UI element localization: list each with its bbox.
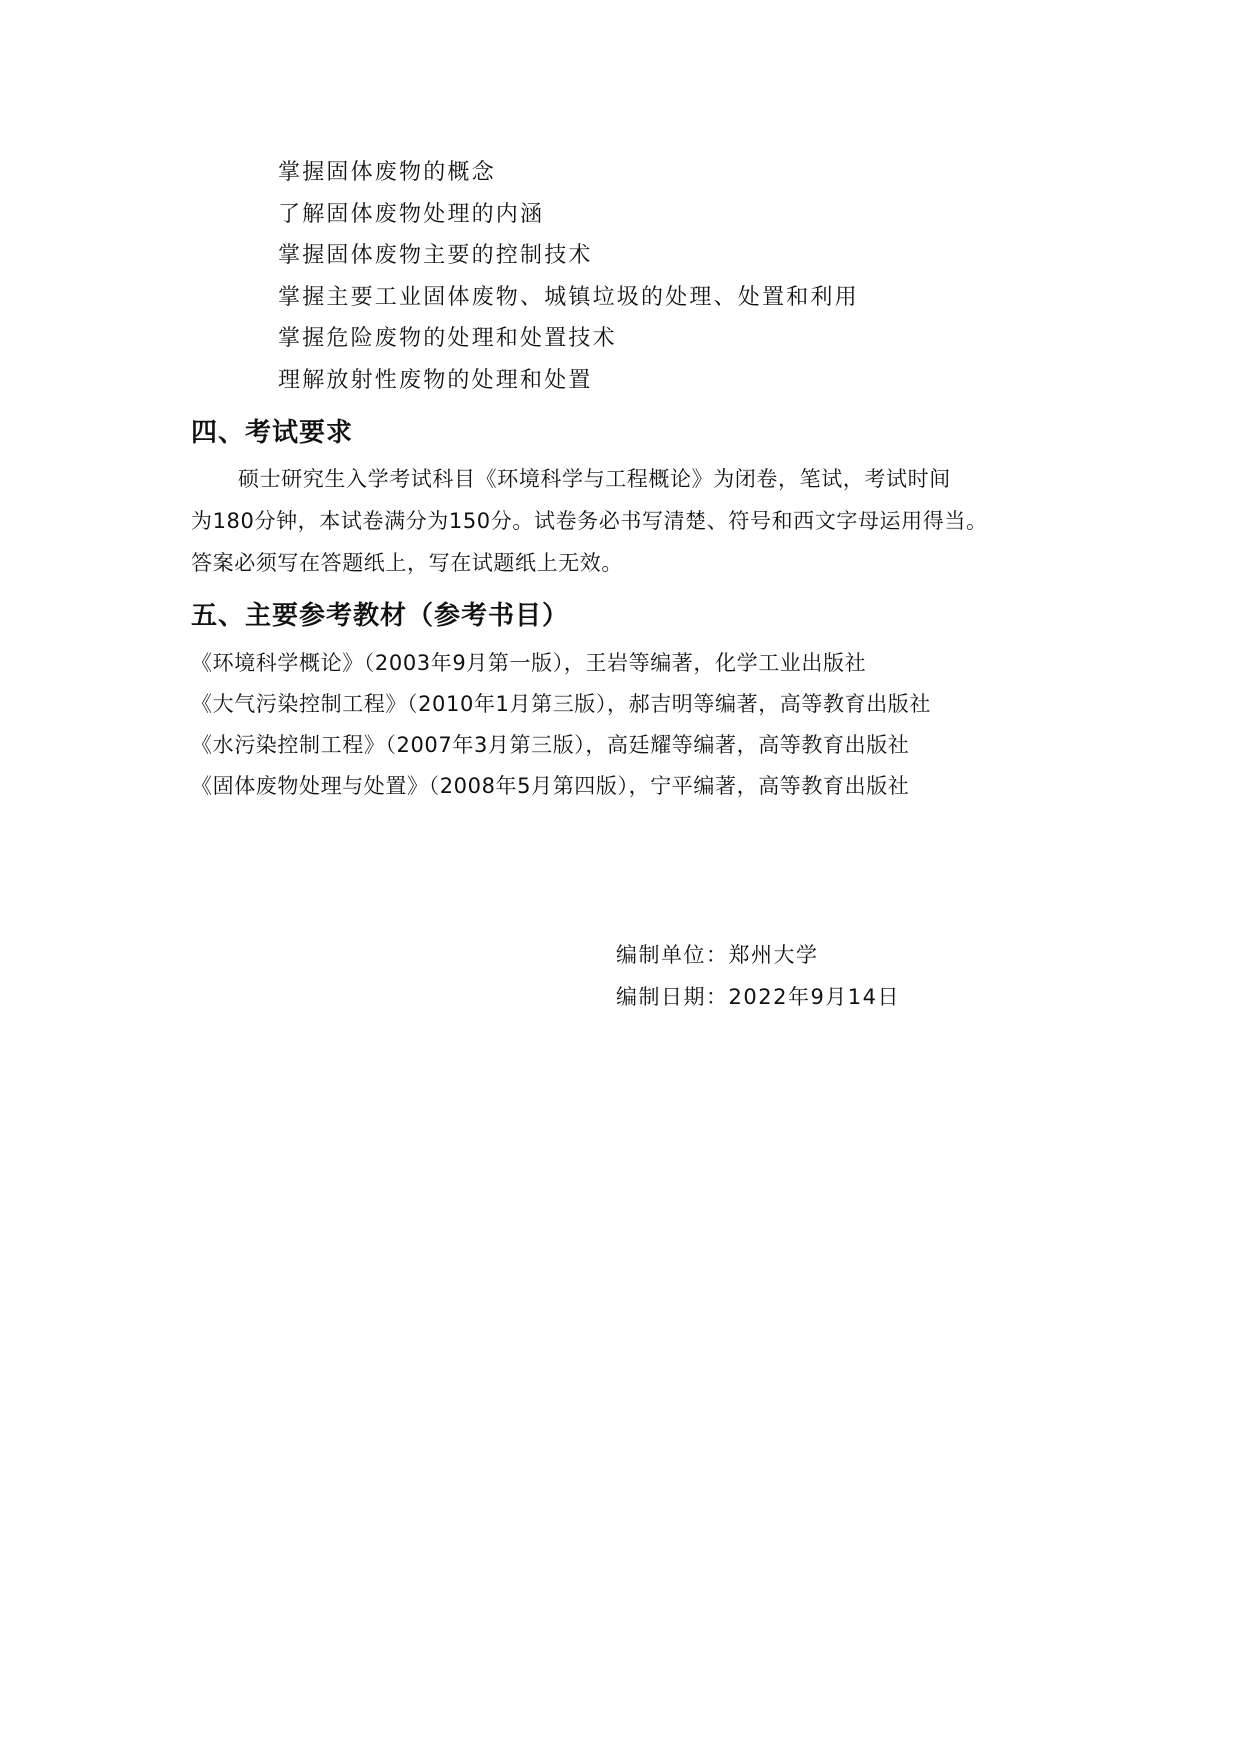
compiling-date: 编制日期：2022年9月14日 [616, 985, 901, 1009]
objective-item: 理解放射性废物的处理和处置 [278, 367, 593, 393]
compiling-unit: 编制单位：郑州大学 [616, 943, 819, 967]
objective-item: 了解固体废物处理的内涵 [278, 201, 545, 227]
objectives-list [278, 152, 859, 401]
reference-item: 《大气污染控制工程》（2010年1月第三版），郝吉明等编著，高等教育出版社 [191, 692, 932, 716]
section-heading-references: 五、主要参考教材（参考书目） [191, 601, 570, 631]
reference-item: 《水污染控制工程》（2007年3月第三版），高廷耀等编著，高等教育出版社 [191, 733, 910, 757]
reference-item: 《环境科学概论》（2003年9月第一版），王岩等编著，化学工业出版社 [191, 651, 867, 675]
objective-item: 掌握固体废物主要的控制技术 [278, 243, 593, 268]
reference-item: 《固体废物处理与处置》（2008年5月第四版），宁平编著，高等教育出版社 [191, 774, 910, 798]
objective-item: 掌握主要工业固体废物、城镇垃圾的处理、处置和利用 [278, 284, 859, 310]
paragraph-line: 答案必须写在答题纸上，写在试题纸上无效。 [191, 551, 623, 575]
objective-item: 掌握危险废物的处理和处置技术 [278, 326, 617, 351]
exam-requirements-paragraph [191, 458, 1071, 584]
paragraph-line: 为180分钟，本试卷满分为150分。试卷务必书写清楚、符号和西文字母运用得当。 [191, 509, 988, 533]
references-list [191, 643, 931, 807]
section-heading-exam-requirements: 四、考试要求 [191, 418, 354, 448]
document-footer [616, 934, 900, 1018]
paragraph-line: 硕士研究生入学考试科目《环境科学与工程概论》为闭卷，笔试，考试时间 [238, 467, 951, 491]
objective-item: 掌握固体废物的概念 [278, 160, 496, 185]
